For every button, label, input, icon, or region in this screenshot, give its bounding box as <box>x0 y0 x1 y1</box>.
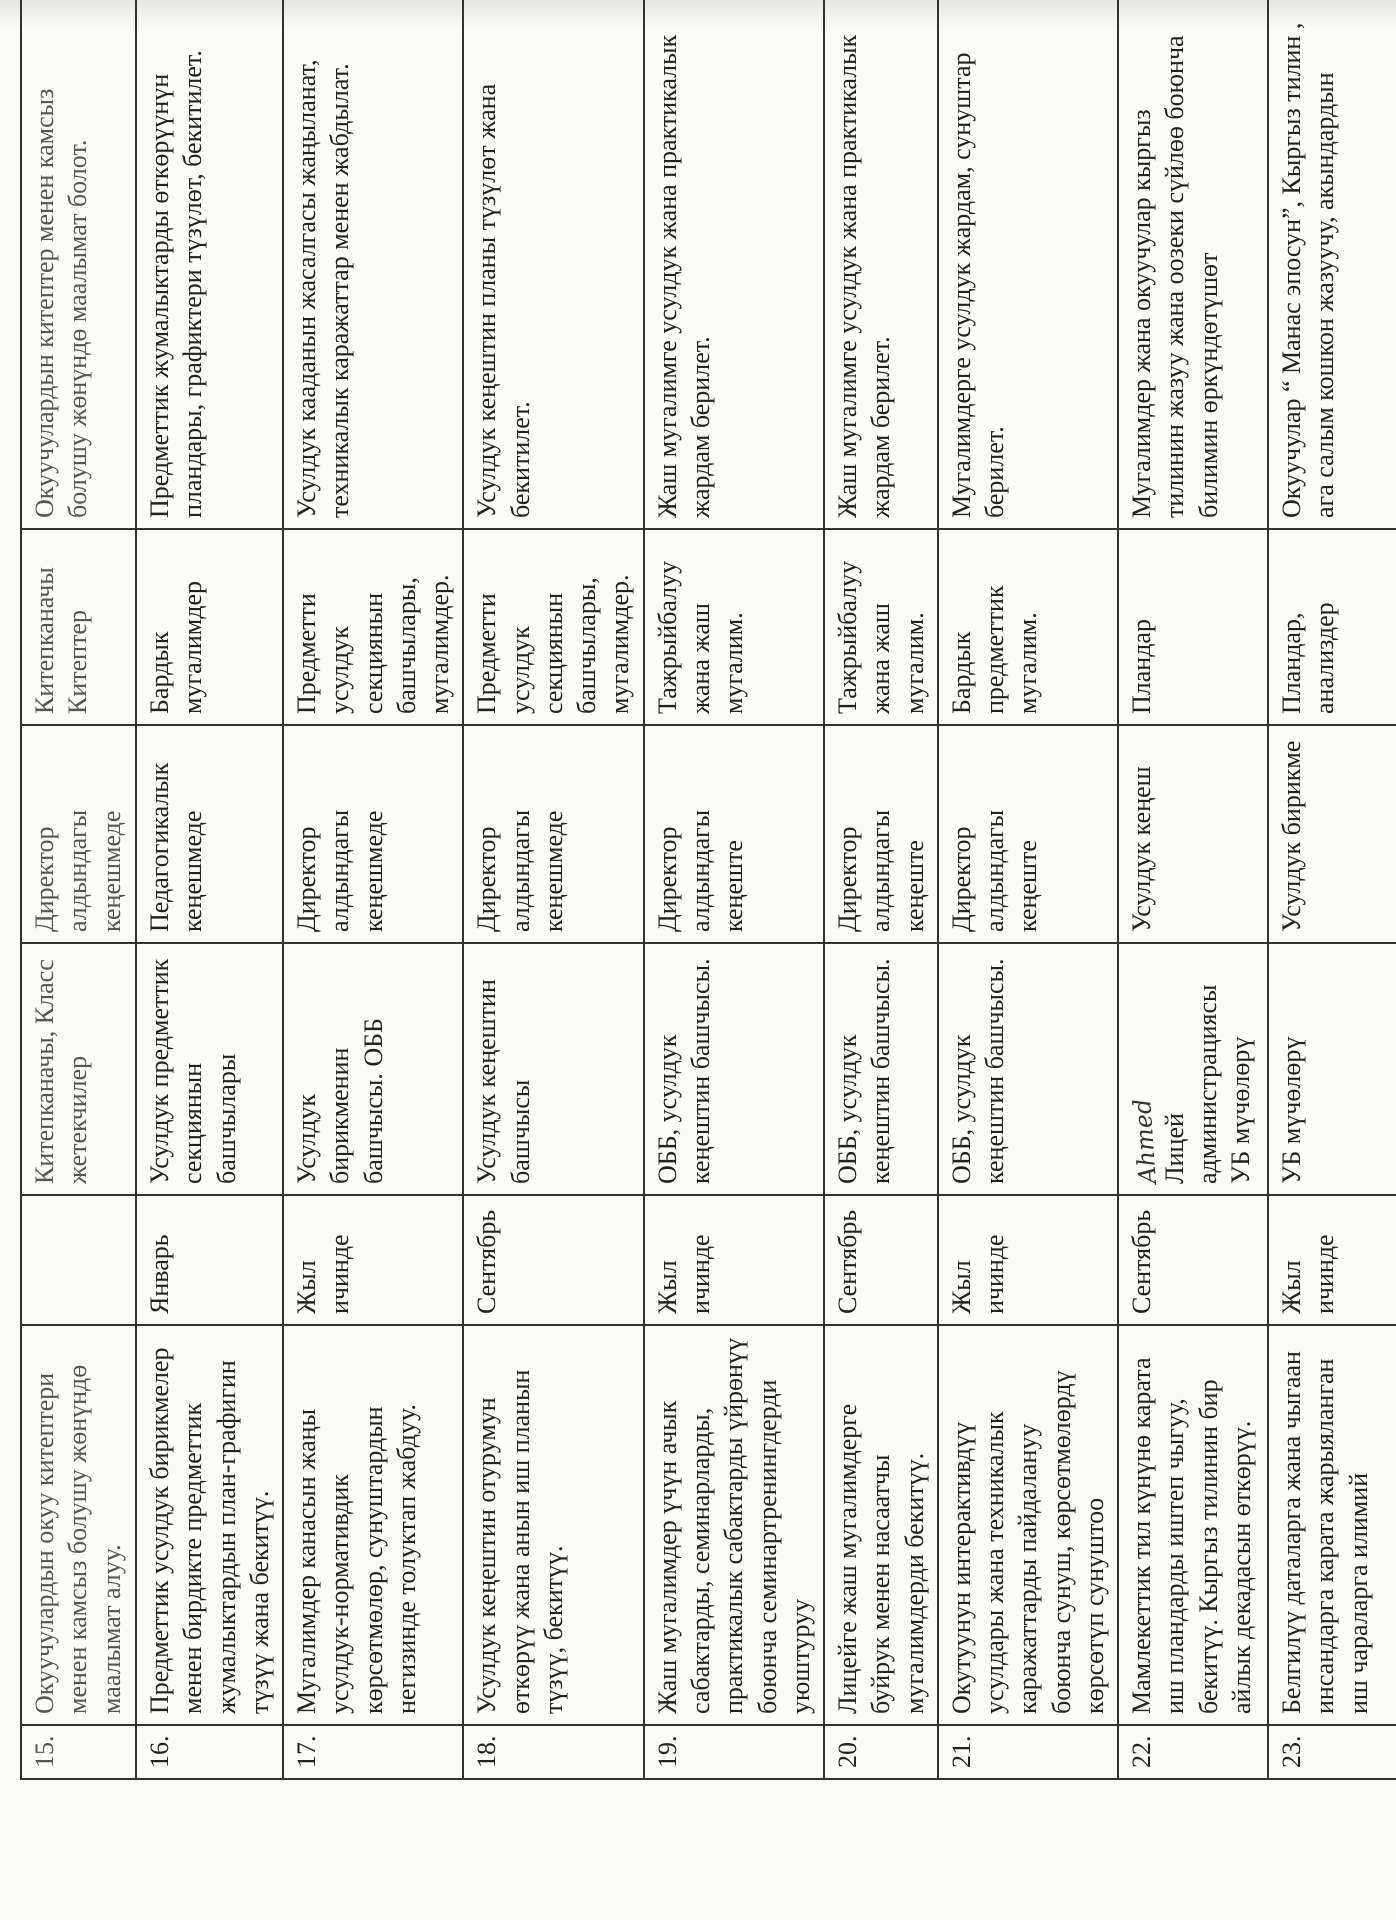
task-cell: Усулдук кеңештин отурумун өткөрүү жана анын иш планын түзүү, бекитүү. <box>463 1325 643 1725</box>
table-row <box>136 0 283 1779</box>
task-cell: Жаш мугалимдер үчүн ачык сабактарды, семинарларды, практикалык сабактарды үйрөнүү боюнча семинартренингдерди уюштуруу <box>644 1325 824 1725</box>
form-cell: Тажрыйбалуу жана жаш мугалим. <box>824 529 938 725</box>
result-cell: Жаш мугалимге усулдук жана практикалык жардам берилет. <box>824 0 938 529</box>
where-cell: Директор алдындагы кеңеште <box>938 725 1118 943</box>
form-cell: Пландар <box>1118 529 1268 725</box>
term-cell: Жыл ичинде <box>644 1195 824 1325</box>
task-cell: Мугалимдер канасын жаңы усулдук-нормативдик көрсөтмөлөр, сунуштардын негизинде толуктап жабдуу. <box>283 1325 463 1725</box>
form-cell: Бардык предметтик мугалим. <box>938 529 1118 725</box>
rotated-page <box>20 0 1373 1780</box>
row-number: 21. <box>938 1725 1118 1779</box>
result-cell: Окуучулардын китептер менен камсыз болушу жөнүндө маалымат болот. <box>21 0 136 529</box>
task-cell: Белгилүү даталарга жана чыгаан инсандарга карата жарыяланган иш чараларга илимий <box>1268 1325 1396 1725</box>
where-cell: Директор алдындагы кеңешмеде <box>283 725 463 943</box>
term-cell: Жыл ичинде <box>1268 1195 1396 1325</box>
term-cell: Сентябрь <box>1118 1195 1268 1325</box>
where-cell: Директор алдындагы кеңеште <box>644 725 824 943</box>
form-cell: Бардык мугалимдер <box>136 529 283 725</box>
row-number: 15. <box>21 1725 136 1779</box>
where-cell: Усулдук кеңеш <box>1118 725 1268 943</box>
task-cell: Мамлекеттик тил күнүнө карата иш пландарды иштеп чыгуу, бекитүү. Кыргыз тилинин бир айлык декадасын өткөрүү. <box>1118 1325 1268 1725</box>
row-number: 16. <box>136 1725 283 1779</box>
table-row <box>644 0 824 1779</box>
table-row <box>283 0 463 1779</box>
table-row <box>938 0 1118 1779</box>
row-number: 19. <box>644 1725 824 1779</box>
responsible-cell: Усулдук предметтик секциянын башчылары <box>136 943 283 1195</box>
table-row <box>1118 0 1268 1779</box>
result-cell: Окуучулар “ Манас эпосун”, Кыргыз тилин , ага салым кошкон жазуучу, акындардын <box>1268 0 1396 529</box>
term-cell: Сентябрь <box>463 1195 643 1325</box>
responsible-cell: Усулдук кеңештин башчысы <box>463 943 643 1195</box>
result-cell: Мугалимдер жана окуучулар кыргыз тилинин жазуу жана оозеки сүйлөө боюнча билимин өркүндөтүшөт <box>1118 0 1268 529</box>
where-cell: Педагогикалык кеңешмеде <box>136 725 283 943</box>
form-cell: Китепканачы Китептер <box>21 529 136 725</box>
responsible-cell: Усулдук бирикменин башчысы. ОББ <box>283 943 463 1195</box>
result-cell: Мугалимдерге усулдук жардам, сунуштар берилет. <box>938 0 1118 529</box>
responsible-text: Лицей администрациясы УБ мүчөлөрү <box>1159 984 1256 1184</box>
table-row <box>463 0 643 1779</box>
responsible-cell: ОББ, усулдук кеңештин башчысы. <box>644 943 824 1195</box>
row-number: 20. <box>824 1725 938 1779</box>
where-cell: Усулдук бирикме <box>1268 725 1396 943</box>
result-cell: Жаш мугалимге усулдук жана практикалык жардам берилет. <box>644 0 824 529</box>
result-cell: Предметтик жумалыктарды өткөрүүнүн пландары, графиктери түзүлөт, бекитилет. <box>136 0 283 529</box>
responsible-cell: ОББ, усулдук кеңештин башчысы. <box>938 943 1118 1195</box>
task-cell: Окутуунун интерактивдүү усулдары жана техникалык каражаттарды пайдалануу боюнча сунуш, көрсөтмөлөрдү көрсөтүп сунуштоо <box>938 1325 1118 1725</box>
term-cell <box>21 1195 136 1325</box>
term-cell: Январь <box>136 1195 283 1325</box>
form-cell: Тажрыйбалуу жана жаш мугалим. <box>644 529 824 725</box>
task-cell: Предметтик усулдук бирикмелер менен бирдикте предметтик жумалыктардын план-графигин түзүү жана бекитүү. <box>136 1325 283 1725</box>
form-cell: Предметти усулдук секциянын башчылары, мугалимдер. <box>283 529 463 725</box>
where-cell: Директор алдындагы кеңеште <box>824 725 938 943</box>
term-cell: Жыл ичинде <box>938 1195 1118 1325</box>
row-number: 17. <box>283 1725 463 1779</box>
form-cell: Предметти усулдук секциянын башчылары, мугалимдер. <box>463 529 643 725</box>
responsible-cell: Китепканачы, Класс жетекчилер <box>21 943 136 1195</box>
table-row <box>21 0 136 1779</box>
term-cell: Сентябрь <box>824 1195 938 1325</box>
work-plan-table <box>20 0 1396 1780</box>
form-cell: Пландар, анализдер <box>1268 529 1396 725</box>
responsible-cell: УБ мүчөлөрү <box>1268 943 1396 1195</box>
table-row <box>1268 0 1396 1779</box>
table-row <box>824 0 938 1779</box>
where-cell: Директор алдындагы кеңешмеде <box>21 725 136 943</box>
task-cell: Окуучулардын окуу китептери менен камсыз болушу жөнүндө маалымат алуу. <box>21 1325 136 1725</box>
where-cell: Директор алдындагы кеңешмеде <box>463 725 643 943</box>
result-cell: Усулдук кеңештин планы түзүлөт жана бекитилет. <box>463 0 643 529</box>
row-number: 18. <box>463 1725 643 1779</box>
responsible-cell: ОББ, усулдук кеңештин башчысы. <box>824 943 938 1195</box>
row-number: 23. <box>1268 1725 1396 1779</box>
responsible-cell <box>1118 943 1268 1195</box>
row-number: 22. <box>1118 1725 1268 1779</box>
result-cell: Усулдук кааданын жасалгасы жаңыланат, техникалык каражаттар менен жабдылат. <box>283 0 463 529</box>
task-cell: Лицейге жаш мугалимдерге буйрук менен насаатчы мугалимдерди бекитүү. <box>824 1325 938 1725</box>
signature-scribble: Ahmed <box>1128 1097 1163 1185</box>
term-cell: Жыл ичинде <box>283 1195 463 1325</box>
